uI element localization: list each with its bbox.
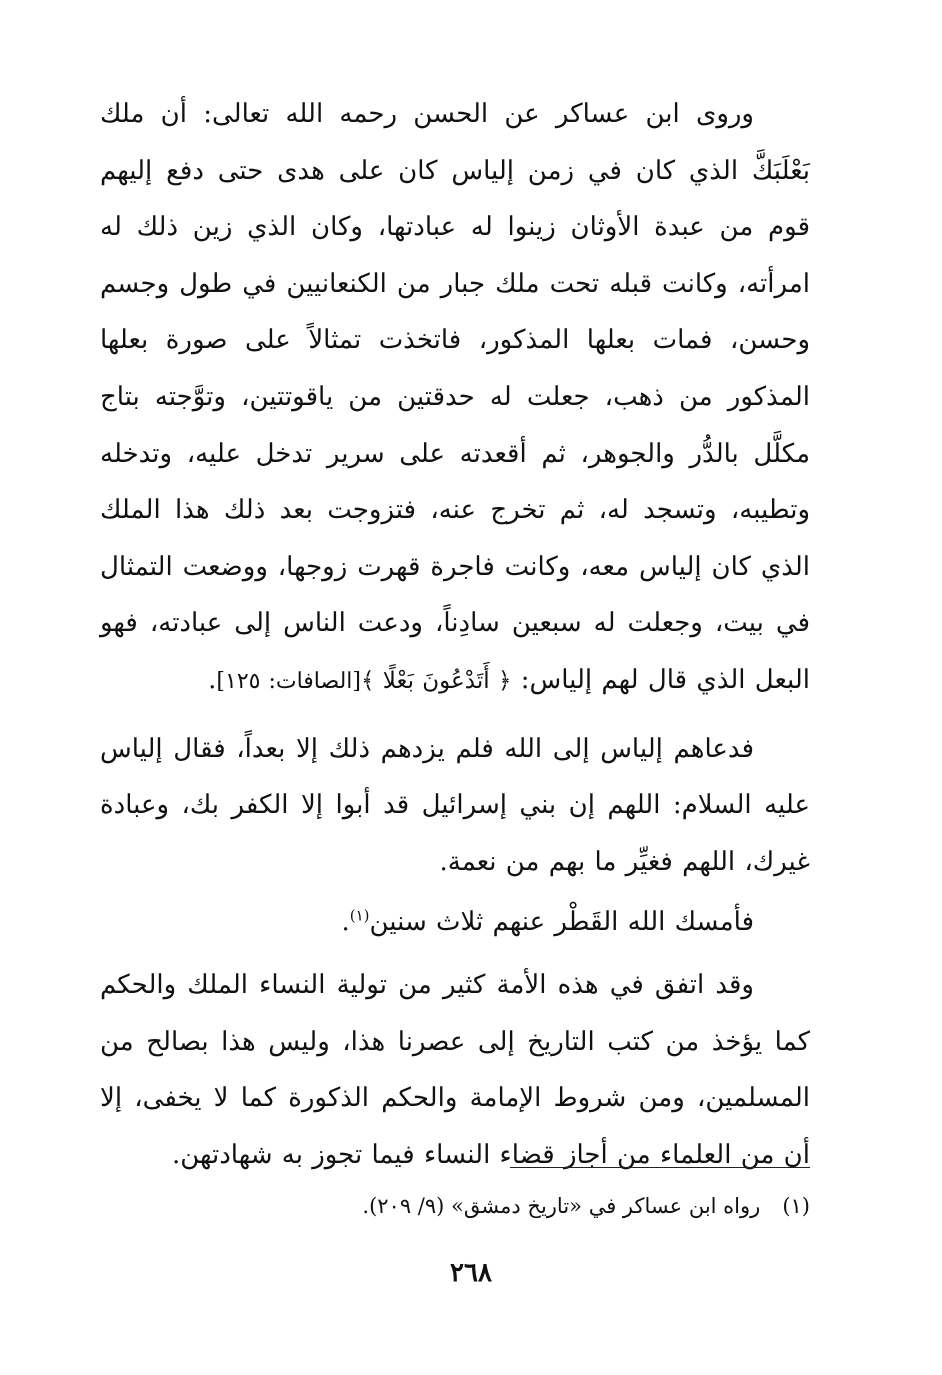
- paragraph-women-rule: وقد اتفق في هذه الأمة كثير من تولية النساء الملك والحكم كما يؤخذ من كتب التاريخ إلى عصرنا هذا، وليس هذا بصالح من المسلمين، ومن شروط الإمامة والحكم الذكورة كما لا يخفى، إلا أن من العلماء من أجاز قضاء النساء فيما تجوز به شهادتهن.: [100, 969, 810, 1170]
- page-body: [100, 86, 810, 1183]
- paragraph-baal-story-text: وروى ابن عساكر عن الحسن رحمه الله تعالى: أن ملك بَعْلَبَكَّ الذي كان في زمن إلياس كان على هدى حتى دفع إليهم قوم من عبدة الأوثان زينوا له عبادتها، وكان الذي زين ذلك له امرأته، وكانت قبله تحت ملك جبار من الكنعانيين في طول وجسم وحسن، فمات بعلها المذكور، فاتخذت تمثالاً على صورة بعلها المذكور من ذهب، جعلت له حدقتين من ياقوتتين، وتوَّجته بتاج مكلَّل بالدُّر والجوهر، ثم أقعدته على سرير تدخل عليه، وتدخله وتطيبه، وتسجد له، ثم تخرج عنه، فتزوجت بعد ذلك هذا الملك الذي كان إلياس معه، وكانت فاجرة قهرت زوجها، ووضعت التمثال في بيت، وجعلت له سبعين سادِناً، ودعت الناس إلى عبادته، فهو البعل الذي قال لهم إلياس:: [100, 99, 810, 695]
- paragraph-end-mark: .: [208, 664, 217, 695]
- paragraph-baal-story: [100, 86, 810, 711]
- paragraph-drought-end: .: [341, 907, 350, 938]
- quran-citation: [الصافات: ١٢٥]: [216, 668, 361, 694]
- footnote-text: رواه ابن عساكر في «تاريخ دمشق» (٩/ ٢٠٩).: [362, 1194, 761, 1218]
- footnote-separator: [510, 1167, 810, 1168]
- paragraph-elias-prayer: فدعاهم إلياس إلى الله فلم يزدهم ذلك إلا بعداً، فقال إلياس عليه السلام: اللهم إن بني إسرائيل قد أبوا إلا الكفر بك، وعبادة غيرك، اللهم فغيِّر ما بهم من نعمة.: [100, 733, 810, 877]
- quran-quote: ﴿ أَتَدْعُونَ بَعْلًا ﴾: [360, 667, 512, 694]
- footnote-number: (١): [782, 1194, 810, 1218]
- footnote: [330, 1188, 810, 1224]
- paragraph-drought-text: فأمسك الله القَطْر عنهم ثلاث سنين: [369, 907, 754, 938]
- footnote-reference: (١): [349, 906, 370, 925]
- paragraph-drought: [100, 894, 810, 951]
- page-number: ٢٦٨: [450, 1258, 492, 1288]
